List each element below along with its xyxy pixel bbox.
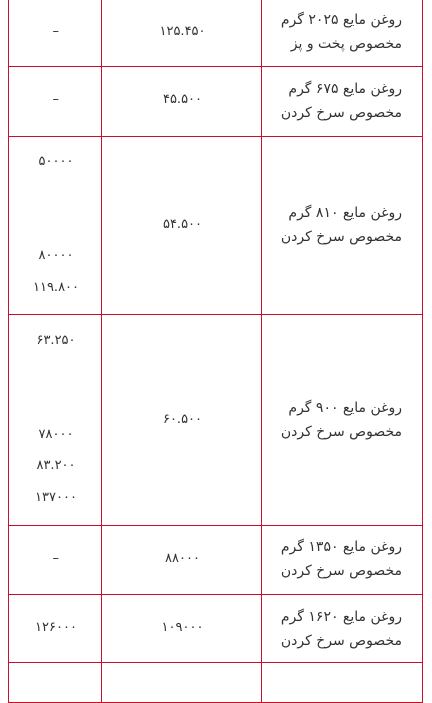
other-price: ۷۸۰۰۰	[38, 427, 74, 442]
product-name: روغن مایع ۹۰۰ گرم مخصوص سرخ کردن	[280, 400, 402, 440]
other-price: ۱۲۶۰۰۰	[35, 620, 77, 635]
other-price-cell	[8, 0, 102, 67]
price-cell	[101, 595, 262, 663]
product-cell	[261, 595, 423, 663]
other-price: ۱۳۷۰۰۰	[35, 490, 77, 505]
other-price-cell	[8, 67, 102, 137]
price-cell	[101, 526, 262, 595]
table-row	[0, 315, 432, 526]
price: ۱۲۵.۴۵۰	[159, 24, 206, 39]
product-cell	[261, 0, 423, 67]
other-price-cell	[8, 526, 102, 595]
product-name: روغن مایع ۱۳۵۰ گرم مخصوص سرخ کردن	[280, 539, 402, 579]
table-row	[0, 663, 432, 703]
product-cell	[261, 67, 423, 137]
price: ۸۸۰۰۰	[165, 551, 200, 566]
other-price: –	[52, 551, 60, 566]
table-row	[0, 526, 432, 595]
price: ۵۴.۵۰۰	[162, 217, 203, 232]
price-cell	[101, 315, 262, 526]
other-price: ۸۳.۲۰۰	[36, 458, 76, 473]
product-cell	[261, 526, 423, 595]
price-cell	[101, 663, 262, 703]
product-name: روغن مایع ۶۷۵ گرم مخصوص سرخ کردن	[280, 81, 402, 121]
table-row	[0, 0, 432, 67]
other-price: –	[52, 92, 60, 107]
product-name: روغن مایع ۱۶۲۰ گرم مخصوص سرخ کردن	[280, 609, 402, 649]
product-cell	[261, 315, 423, 526]
other-price-cell	[8, 315, 102, 526]
price: ۴۵.۵۰۰	[162, 92, 203, 107]
price: ۶۰.۵۰۰	[162, 412, 203, 427]
other-price-cell	[8, 595, 102, 663]
product-name: روغن مایع ۸۱۰ گرم مخصوص سرخ کردن	[280, 205, 402, 245]
other-price: ۵۰۰۰۰	[38, 154, 74, 169]
price-cell	[101, 0, 262, 67]
other-price: ۸۰۰۰۰	[38, 248, 74, 263]
other-price-cell	[8, 137, 102, 315]
price: ۱۰۹۰۰۰	[161, 620, 204, 635]
price-cell	[101, 137, 262, 315]
product-cell	[261, 137, 423, 315]
other-price: –	[52, 24, 60, 39]
table-row	[0, 67, 432, 137]
other-price: ۶۳.۲۵۰	[36, 333, 76, 348]
product-cell	[261, 663, 423, 703]
table-row	[0, 595, 432, 663]
price-cell	[101, 67, 262, 137]
other-price-cell	[8, 663, 102, 703]
other-price: ۱۱۹.۸۰۰	[32, 280, 80, 295]
product-name: روغن مایع ۲۰۲۵ گرم مخصوص پخت و پز	[280, 12, 402, 52]
table-row	[0, 137, 432, 315]
